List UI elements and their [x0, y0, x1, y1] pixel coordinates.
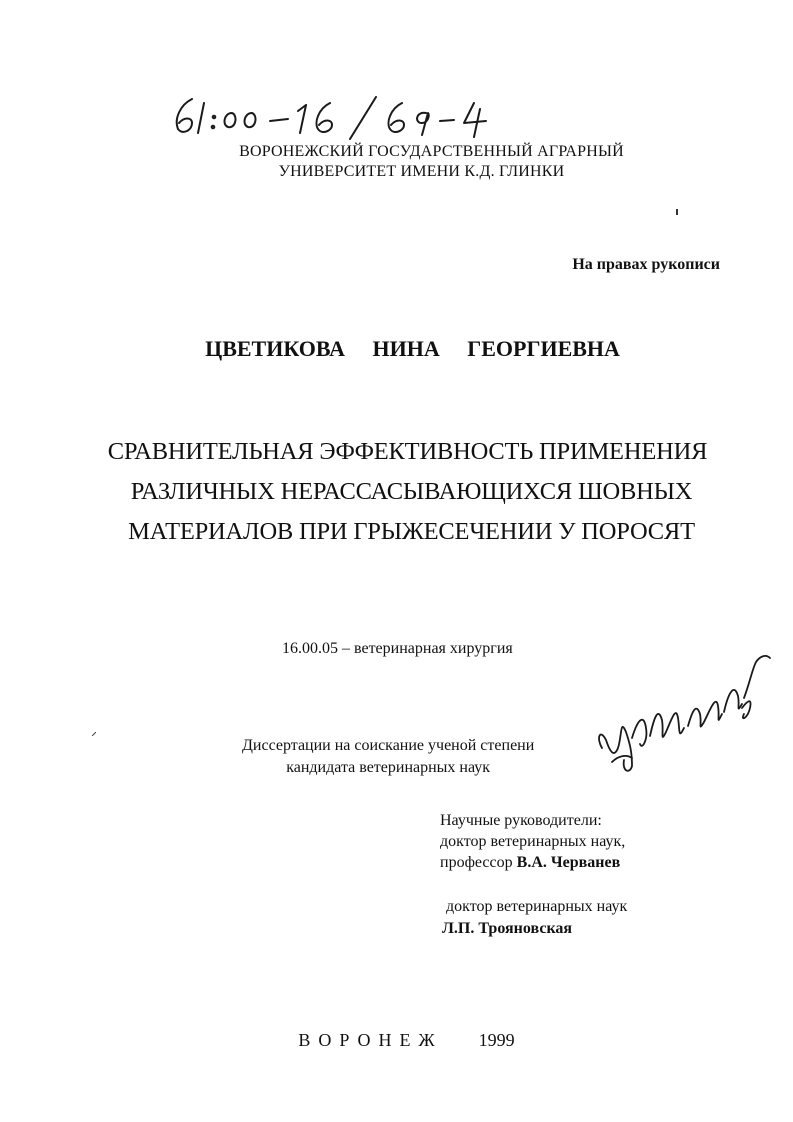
year: 1999 [478, 1030, 515, 1050]
title-line-1: СРАВНИТЕЛЬНАЯ ЭФФЕКТИВНОСТЬ ПРИМЕНЕНИЯ [107, 438, 708, 465]
supervisor-1-line [438, 852, 625, 873]
supervisor-1-degree: доктор ветеринарных наук, [440, 833, 626, 850]
archive-code-handwriting [170, 95, 500, 141]
author-name: ЦВЕТИКОВА НИНА ГЕОРГИЕВНА [205, 336, 620, 361]
supervisor-2-degree: доктор ветеринарных наук [446, 898, 628, 915]
handwritten-archive-code [170, 95, 500, 141]
title-line-2: РАЗЛИЧНЫХ НЕРАССАСЫВАЮЩИХСЯ ШОВНЫХ [130, 478, 693, 505]
signature-handwriting [592, 648, 782, 778]
supervisor-2-name: Л.П. Трояновская [442, 920, 573, 937]
supervisor-1-name: В.А. Черванев [516, 854, 621, 871]
degree-statement [242, 735, 534, 779]
scan-mark-small [92, 723, 96, 727]
university-name [0, 142, 793, 182]
rights-note: На правах рукописи [572, 256, 720, 273]
specialty-code: 16.00.05 – ветеринарная хирургия [282, 640, 513, 657]
supervisor-2-block [442, 896, 628, 940]
supervisors-heading: Научные руководители: [440, 812, 602, 829]
supervisor-1-title: профессор [440, 854, 513, 871]
dissertation-title [0, 432, 793, 552]
university-line-1: ВОРОНЕЖСКИЙ ГОСУДАРСТВЕННЫЙ АГРАРНЫЙ [239, 143, 624, 160]
degree-line-2: кандидата ветеринарных наук [286, 759, 491, 776]
author-signature [592, 648, 782, 778]
supervisors-block [438, 810, 625, 873]
university-line-2: УНИВЕРСИТЕТ ИМЕНИ К.Д. ГЛИНКИ [278, 163, 565, 180]
title-line-3: МАТЕРИАЛОВ ПРИ ГРЫЖЕСЕЧЕНИИ У ПОРОСЯТ [128, 518, 695, 545]
degree-line-1: Диссертации на соискание ученой степени [242, 737, 535, 754]
scan-mark [676, 209, 678, 215]
city-year [0, 1030, 793, 1051]
city: ВОРОНЕЖ [298, 1030, 443, 1050]
